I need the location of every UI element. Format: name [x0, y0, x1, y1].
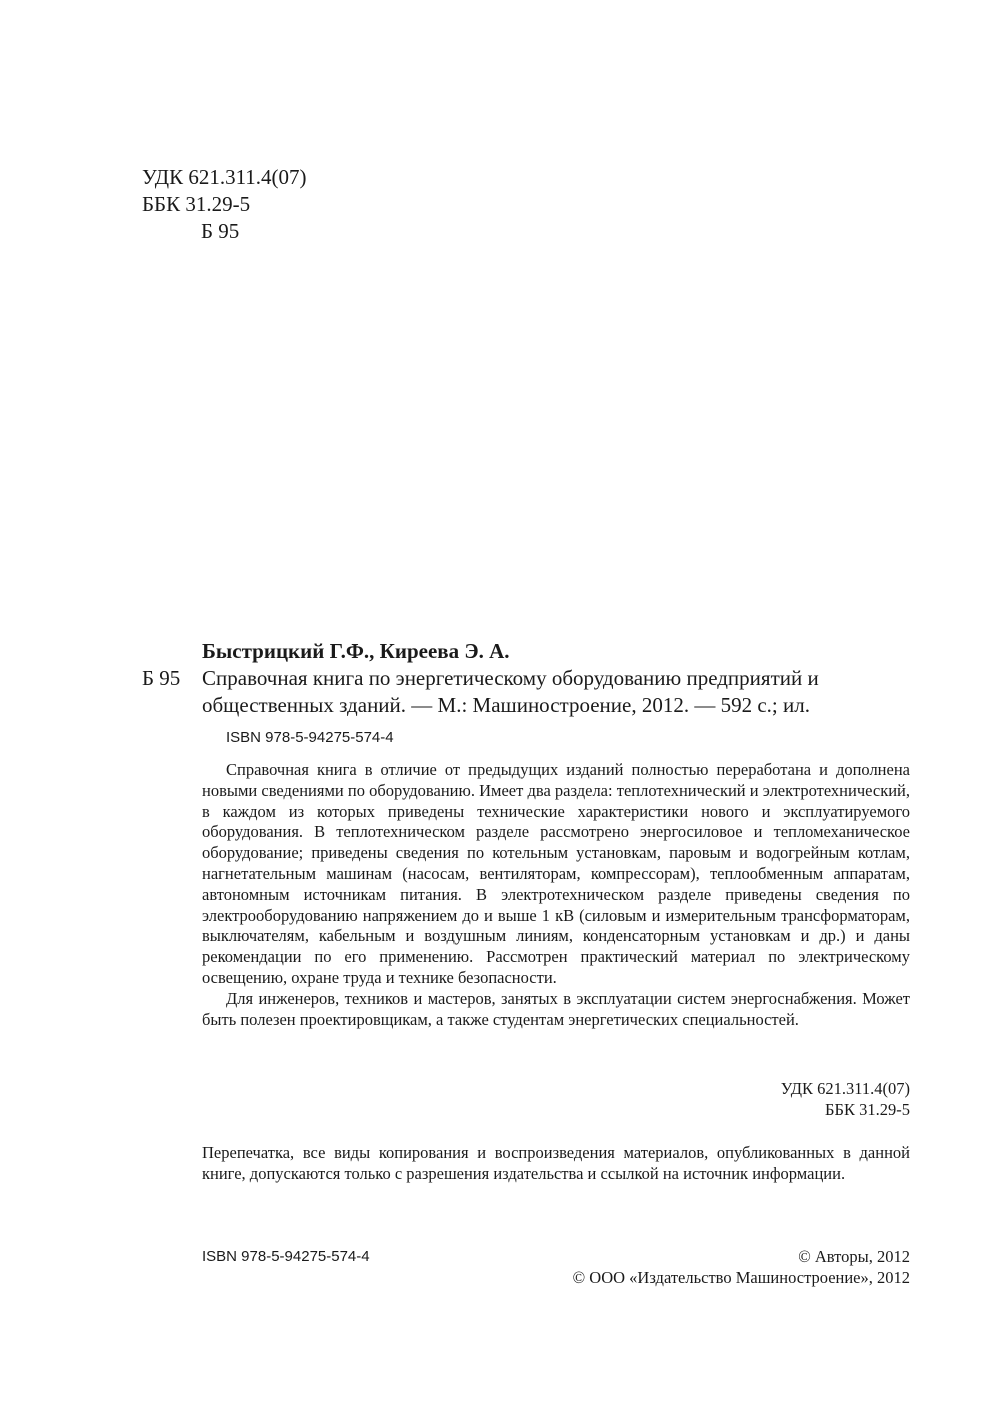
reprint-notice [202, 1142, 910, 1184]
udk-code: УДК 621.311.4(07) [142, 165, 307, 189]
abstract-paragraph-2: Для инженеров, техников и мастеров, занятых в эксплуатации систем энергоснабжения. Может быть полезен проектировщикам, а также студентам энергетических специальностей. [202, 988, 910, 1029]
entry-author-mark: Б 95 [142, 666, 181, 690]
authors: Быстрицкий Г.Ф., Киреева Э. А. [202, 639, 510, 663]
copyright-block [573, 1246, 910, 1288]
bibliographic-entry [142, 638, 912, 719]
classification-codes-right [781, 1078, 910, 1120]
abstract-paragraph-1: Справочная книга в отличие от предыдущих изданий полностью переработана и дополнена новыми сведениями по оборудованию. Имеет два раздела: теплотехнический и электротехнический, в каждом из которых приведены технические характеристики нового и эксплуатируемого оборудования. В теплотехническом разделе рассмотрено энергосиловое и тепломеханическое оборудование; приведены сведения по котельным установкам, паровым и водогрейным котлам, нагнетательным машинам (насосам, вентиляторам, компрессорам), теплообменным аппаратам, автономным источникам питания. В электротехническом разделе приведены сведения по электрооборудованию напряжением до и выше 1 кВ (силовым и измерительным трансформаторам, выключателям, кабельным и воздушным линиям, конденсаторным установкам и др.) и даны рекомендации по его применению. Рассмотрен практический материал по электрическому освещению, охране труда и технике безопасности. [202, 760, 910, 987]
entry-title-line-2: общественных зданий. — М.: Машиностроение, 2012. — 592 с.; ил. [202, 693, 810, 717]
copyright-publisher: © ООО «Издательство Машиностроение», 2012 [572, 1268, 910, 1287]
abstract [202, 760, 910, 1030]
bbk-code: ББК 31.29-5 [142, 192, 251, 216]
bbk-code-right: ББК 31.29-5 [825, 1100, 910, 1119]
copyright-authors: © Авторы, 2012 [798, 1247, 910, 1266]
udk-code-right: УДК 621.311.4(07) [780, 1079, 910, 1098]
reprint-notice-text: Перепечатка, все виды копирования и воспроизведения материалов, опубликованных в данной книге, допускаются только с разрешения издательства и ссылкой на источник информации. [202, 1143, 910, 1183]
classification-codes-top [142, 164, 307, 245]
entry-isbn: ISBN 978-5-94275-574-4 [226, 729, 394, 746]
entry-title-line-1: Справочная книга по энергетическому оборудованию предприятий и [202, 666, 819, 690]
author-mark: Б 95 [201, 219, 240, 243]
footer-isbn: ISBN 978-5-94275-574-4 [202, 1248, 370, 1265]
